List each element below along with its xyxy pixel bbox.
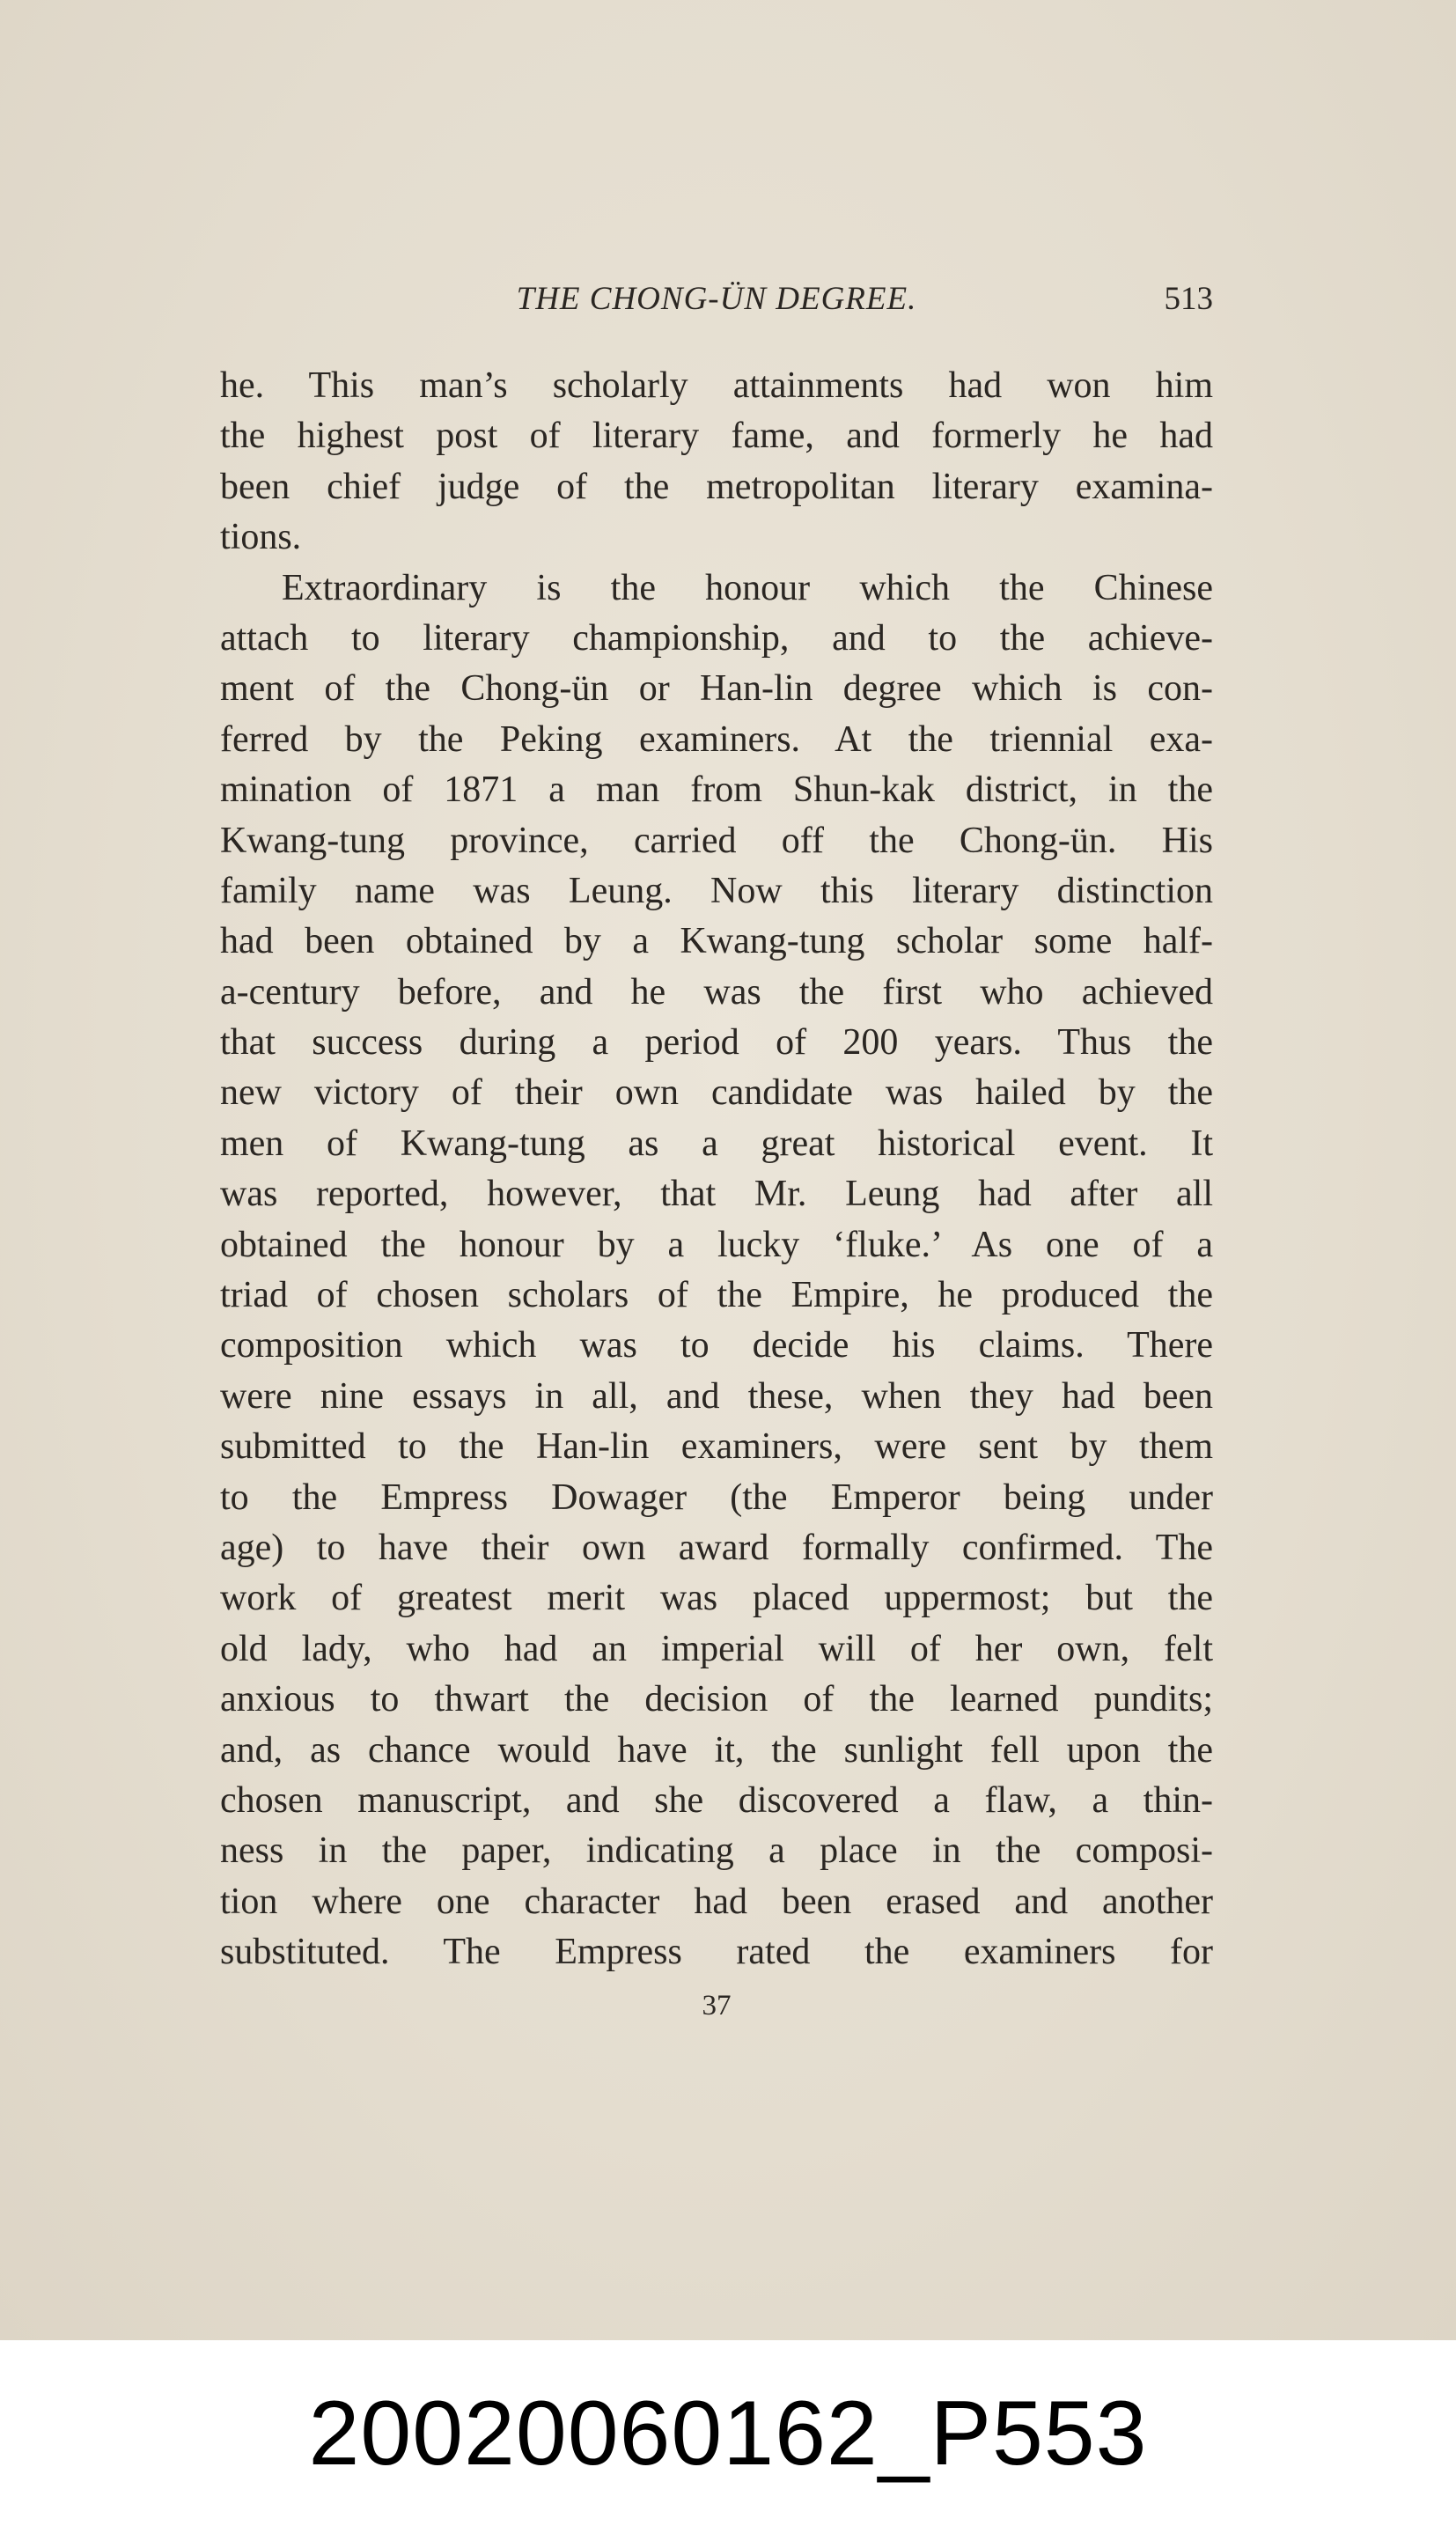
text-line: chosen manuscript, and she discovered a flaw, a thin- [220, 1779, 1213, 1821]
running-head-title: THE CHONG-ÜN DEGREE. [516, 281, 917, 317]
text-line: obtained the honour by a lucky ‘fluke.’ As one of a [220, 1224, 1213, 1265]
text-line: new victory of their own candidate was hailed by the [220, 1072, 1213, 1114]
text-line: family name was Leung. Now this literary distinction [220, 870, 1213, 911]
text-line: that success during a period of 200 years. Thus the [220, 1022, 1213, 1064]
running-head [220, 280, 1213, 324]
text-line: composition which was to decide his claims. There [220, 1325, 1213, 1366]
text-line: tions. [220, 517, 302, 558]
text-line: mination of 1871 a man from Shun-kak district, in the [220, 770, 1213, 811]
text-line: old lady, who had an imperial will of her own, felt [220, 1628, 1213, 1669]
body-text [220, 361, 1213, 1978]
text-line: submitted to the Han-lin examiners, were sent by them [220, 1426, 1213, 1468]
text-line: ferred by the Peking examiners. At the triennial exa- [220, 718, 1213, 760]
text-line: tion where one character had been erased and another [220, 1881, 1213, 1922]
text-line: ness in the paper, indicating a place in the composi- [220, 1830, 1213, 1872]
text-line: ment of the Chong-ün or Han-lin degree which is con- [220, 668, 1213, 710]
text-line: anxious to thwart the decision of the learned pundits; [220, 1679, 1213, 1720]
text-line: attach to literary championship, and to the achieve- [220, 617, 1213, 659]
signature-mark: 37 [702, 1990, 732, 2021]
text-line: triad of chosen scholars of the Empire, he produced the [220, 1275, 1213, 1316]
text-line: a-century before, and he was the first who achieved [220, 971, 1213, 1013]
text-line: to the Empress Dowager (the Emperor being under [220, 1477, 1213, 1518]
text-line: and, as chance would have it, the sunlight fell upon the [220, 1729, 1213, 1771]
text-line: Extraordinary is the honour which the Chinese [282, 567, 1213, 608]
text-line: were nine essays in all, and these, when they had been [220, 1375, 1213, 1417]
text-line: substituted. The Empress rated the examiners for [220, 1932, 1213, 1973]
text-line: had been obtained by a Kwang-tung scholar some half- [220, 921, 1213, 962]
text-line: he. This man’s scholarly attainments had won him [220, 365, 1213, 406]
text-line: work of greatest merit was placed uppermost; but the [220, 1578, 1213, 1619]
text-line: Kwang-tung province, carried off the Chong-ün. His [220, 820, 1213, 861]
text-line: been chief judge of the metropolitan literary examina- [220, 466, 1213, 507]
text-line: was reported, however, that Mr. Leung had after all [220, 1174, 1213, 1215]
page-number: 513 [1164, 281, 1213, 317]
text-line: the highest post of literary fame, and formerly he had [220, 416, 1213, 457]
image-caption: 20020060162_P553 [308, 2382, 1148, 2485]
text-line: age) to have their own award formally confirmed. The [220, 1527, 1213, 1568]
text-line: men of Kwang-tung as a great historical event. It [220, 1123, 1213, 1164]
